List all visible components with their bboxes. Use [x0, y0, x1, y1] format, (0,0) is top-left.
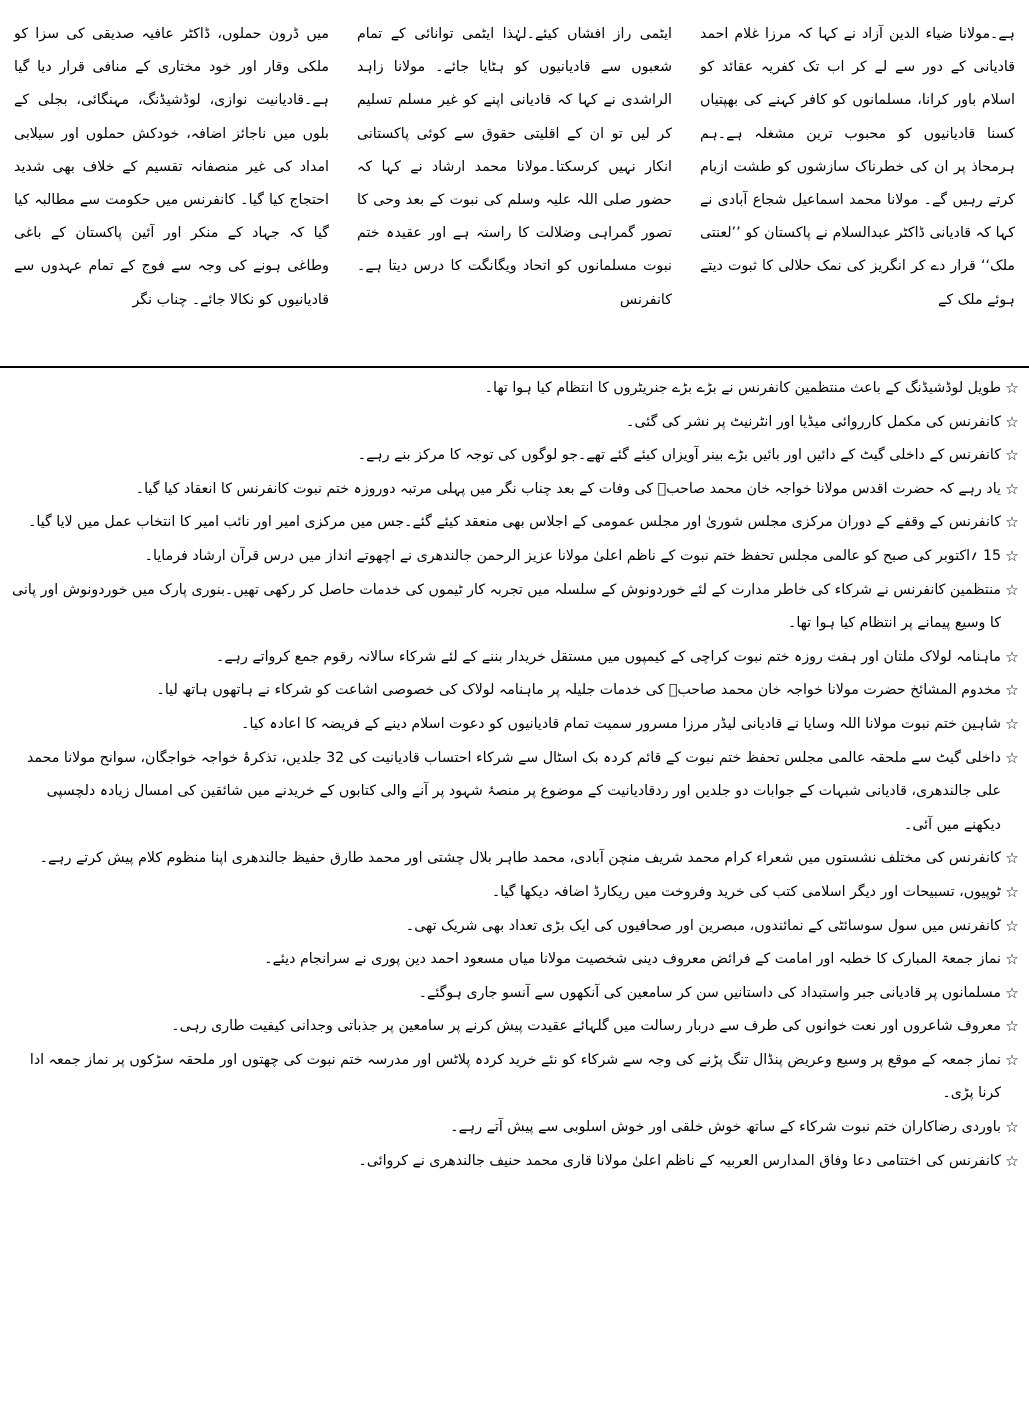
star-icon: ☆ — [1005, 950, 1019, 969]
article-columns — [0, 0, 1029, 362]
highlight-item — [6, 506, 1021, 540]
highlight-item — [6, 1010, 1021, 1044]
star-icon: ☆ — [1005, 379, 1019, 397]
highlight-text: 15 ؍اکتوبر کی صبح کو عالمی مجلس تحفظ ختم نبوت کے ناظم اعلیٰ مولانا عزیز الرحمن جالندھری نے اچھوتے انداز میں درس قرآن ارشاد فرمایا۔ — [144, 547, 1001, 564]
highlight-text: مخدوم المشائخ حضرت مولانا خواجہ خان محمد صاحبؒ کی خدمات جلیلہ پر ماہنامہ لولاک کی خصوصی اشاعت کو شرکاء نے ہاتھوں ہاتھ لیا۔ — [156, 682, 1001, 699]
highlight-text: طویل لوڈشیڈنگ کے باعث منتظمین کانفرنس نے بڑے بڑے جنریٹروں کا انتظام کیا ہوا تھا۔ — [484, 380, 1001, 396]
column-text: ہے۔مولانا ضیاء الدین آزاد نے کہا کہ مرزا غلام احمد قادیانی کے دور سے لے کر اب تک کفریہ عقائد کو اسلام باور کرانا، مسلمانوں کو کافر کہنے کی بھپتیاں کسنا قادیانیوں کو محبوب ترین مشغلہ ہے۔ہم ہرمحاذ پر ان کی خطرناک سازشوں کو طشت ازبام کرتے رہیں گے۔ مولانا محمد اسماعیل شجاع آبادی نے کہا کہ قادیانی ڈاکٹر عبدالسلام نے پاکستان کو ’’لعنتی ملک‘‘ قرار دے کر انگریز کی نمک حلالی کا ثبوت دیتے ہوئے ملک کے — [700, 26, 1015, 308]
star-icon: ☆ — [1005, 983, 1019, 1002]
highlight-text: شاہین ختم نبوت مولانا اللہ وسایا نے قادیانی لیڈر مرزا مسرور سمیت تمام قادیانیوں کو دعوت اسلام دینے کے فریضہ کا اعادہ کیا۔ — [241, 715, 1001, 732]
highlight-item — [6, 1044, 1021, 1111]
star-icon: ☆ — [1005, 849, 1019, 868]
highlight-item — [6, 943, 1021, 977]
highlight-item — [6, 876, 1021, 910]
star-icon: ☆ — [1005, 513, 1019, 532]
highlight-text: ٹوپیوں، تسبیحات اور دیگر اسلامی کتب کی خرید وفروخت میں ریکارڈ اضافہ دیکھا گیا۔ — [491, 883, 1001, 900]
star-icon: ☆ — [1005, 1050, 1019, 1069]
star-icon: ☆ — [1005, 1151, 1019, 1170]
column-right — [686, 0, 1029, 362]
highlight-text: نماز جمعہ کے موقع پر وسیع وعریض پنڈال تنگ پڑنے کی وجہ سے شرکاء کو نئے خرید کردہ پلاٹس اور مدرسہ ختم نبوت کی چھتوں اور ملحقہ سڑکوں پر نماز جمعہ ادا کرنا پڑی۔ — [29, 1051, 1001, 1102]
highlight-text: ماہنامہ لولاک ملتان اور ہفت روزہ ختم نبوت کراچی کے کیمپوں میں مستقل خریدار بننے کے لئے شرکاء سالانہ رقوم جمع کرواتے رہے۔ — [216, 648, 1001, 665]
section-divider — [0, 366, 1029, 368]
highlight-item — [6, 674, 1021, 708]
column-left — [0, 0, 343, 362]
star-icon: ☆ — [1005, 412, 1019, 431]
highlight-text: باوردی رضاکاران ختم نبوت شرکاء کے ساتھ خوش خلقی اور خوش اسلوبی سے پیش آتے رہے۔ — [450, 1119, 1001, 1136]
highlight-item — [6, 641, 1021, 675]
highlight-text: کانفرنس کی مکمل کارروائی میڈیا اور انٹرنیٹ پر نشر کی گئی۔ — [626, 413, 1001, 430]
star-icon: ☆ — [1005, 1118, 1019, 1137]
column-text: میں ڈرون حملوں، ڈاکٹر عافیہ صدیقی کی سزا کو ملکی وقار اور خود مختاری کے منافی قرار دیا گیا ہے۔قادیانیت نوازی، لوڈشیڈنگ، مہنگائی، بجلی کے بلوں میں ناجائز اضافہ، خودکش حملوں اور سیلابی امداد کی غیر منصفانہ تقسیم کے خلاف بھی شدید احتجاج کیا گیا۔ کانفرنس میں حکومت سے مطالبہ کیا گیا کہ جہاد کے منکر اور آئین پاکستان کے باغی وطاغی ہونے کی وجہ سے فوج کے تمام عہدوں سے قادیانیوں کو نکالا جائے۔ چناب نگر — [14, 26, 329, 308]
highlight-text: کانفرنس کی مختلف نشستوں میں شعراء کرام محمد شریف منچن آبادی، محمد طاہر بلال چشتی اور محمد طارق حفیظ جالندھری اپنا منظوم کلام پیش کرتے رہے۔ — [39, 850, 1001, 867]
highlight-item — [6, 708, 1021, 742]
highlight-item — [6, 574, 1021, 641]
star-icon: ☆ — [1005, 479, 1019, 498]
star-icon: ☆ — [1005, 681, 1019, 700]
highlight-item — [6, 473, 1021, 507]
star-icon: ☆ — [1005, 916, 1019, 935]
column-text: ایٹمی راز افشاں کیئے۔لہٰذا ایٹمی توانائی کے تمام شعبوں سے قادیانیوں کو ہٹایا جائے۔ مولانا زاہد الراشدی نے کہا کہ قادیانی اپنے کو غیر مسلم تسلیم کر لیں تو ان کے اقلیتی حقوق سے کوئی پاکستانی انکار نہیں کرسکتا۔مولانا محمد ارشاد نے کہا کہ حضور صلی اللہ علیہ وسلم کی نبوت کے بعد وحی کا تصور گمراہی وضلالت کا راستہ ہے اور عقیدہ ختم نبوت مسلمانوں کو اتحاد ویگانگت کا درس دیتا ہے۔ کانفرنس — [357, 26, 672, 308]
highlight-text: کانفرنس کے داخلی گیٹ کے دائیں اور بائیں بڑے بینر آویزاں کیئے گئے تھے۔جو لوگوں کی توجہ کا مرکز بنے رہے۔ — [357, 447, 1001, 464]
highlight-text: کانفرنس میں سول سوسائٹی کے نمائندوں، مبصرین اور صحافیوں کی ایک بڑی تعداد بھی شریک تھی۔ — [405, 917, 1001, 934]
highlight-text: کانفرنس کے وقفے کے دوران مرکزی مجلس شوریٰ اور مجلس عمومی کے اجلاس بھی منعقد کیئے گئے۔جس میں مرکزی امیر اور نائب امیر کا انتخاب عمل میں لایا گیا۔ — [28, 514, 1001, 531]
star-icon: ☆ — [1005, 714, 1019, 733]
star-icon: ☆ — [1005, 748, 1019, 767]
star-icon: ☆ — [1005, 446, 1019, 465]
star-icon: ☆ — [1005, 1017, 1019, 1036]
highlight-text: منتظمین کانفرنس نے شرکاء کی خاطر مدارت کے لئے خوردونوش کے سلسلہ میں تجربہ کار ٹیموں کی خدمات حاصل کر رکھی تھیں۔بنوری پارک میں خوردونوش اور پانی کا وسیع پیمانے پر انتظام کیا ہوا تھا۔ — [12, 581, 1001, 632]
highlight-item — [6, 1111, 1021, 1145]
star-icon: ☆ — [1005, 647, 1019, 666]
highlight-text: یاد رہے کہ حضرت اقدس مولانا خواجہ خان محمد صاحبؒ کی وفات کے بعد چناب نگر میں پہلی مرتبہ دوروزہ ختم نبوت کانفرنس کا انعقاد کیا گیا۔ — [135, 480, 1001, 497]
star-icon: ☆ — [1005, 580, 1019, 599]
highlight-item — [6, 977, 1021, 1011]
star-icon: ☆ — [1005, 882, 1019, 901]
highlight-text: کانفرنس کی اختتامی دعا وفاق المدارس العربیہ کے ناظم اعلیٰ مولانا قاری محمد حنیف جالندھری نے کروائی۔ — [358, 1152, 1001, 1169]
highlight-item — [6, 742, 1021, 843]
highlight-item — [6, 1145, 1021, 1179]
highlight-item — [6, 372, 1021, 406]
star-icon: ☆ — [1005, 546, 1019, 565]
highlight-item — [6, 842, 1021, 876]
highlight-item — [6, 910, 1021, 944]
highlight-text: داخلی گیٹ سے ملحقہ عالمی مجلس تحفظ ختم نبوت کے قائم کردہ بک اسٹال سے شرکاء احتساب قادیانیت کی 32 جلدیں، تذکرۂ خواجہ خواجگان، سوانح مولانا محمد علی جالندھری، قادیانی شبہات کے جوابات دو جلدیں اور ردقادیانیت کے موضوع پر منصۂ شہود پر آنے والی کتابوں کے خریدنے میں شائقین کی امسال زیادہ دلچسپی دیکھنے میں آئی۔ — [26, 749, 1001, 833]
highlight-item — [6, 439, 1021, 473]
column-middle — [343, 0, 686, 362]
highlight-text: مسلمانوں پر قادیانی جبر واستبداد کی داستانیں سن کر سامعین کی آنکھوں سے آنسو جاری ہوگئے۔ — [418, 984, 1001, 1001]
highlight-item — [6, 540, 1021, 574]
highlight-item — [6, 406, 1021, 440]
highlight-text: معروف شاعروں اور نعت خوانوں کی طرف سے دربار رسالت میں گلہائے عقیدت پیش کرنے پر سامعین پر جذباتی وجدانی کیفیت طاری رہی۔ — [171, 1018, 1001, 1035]
highlights-list — [0, 372, 1029, 1428]
highlight-text: نماز جمعۃ المبارک کا خطبہ اور امامت کے فرائض معروف دینی شخصیت مولانا میاں مسعود احمد دین پوری نے سرانجام دیئے۔ — [264, 951, 1001, 968]
